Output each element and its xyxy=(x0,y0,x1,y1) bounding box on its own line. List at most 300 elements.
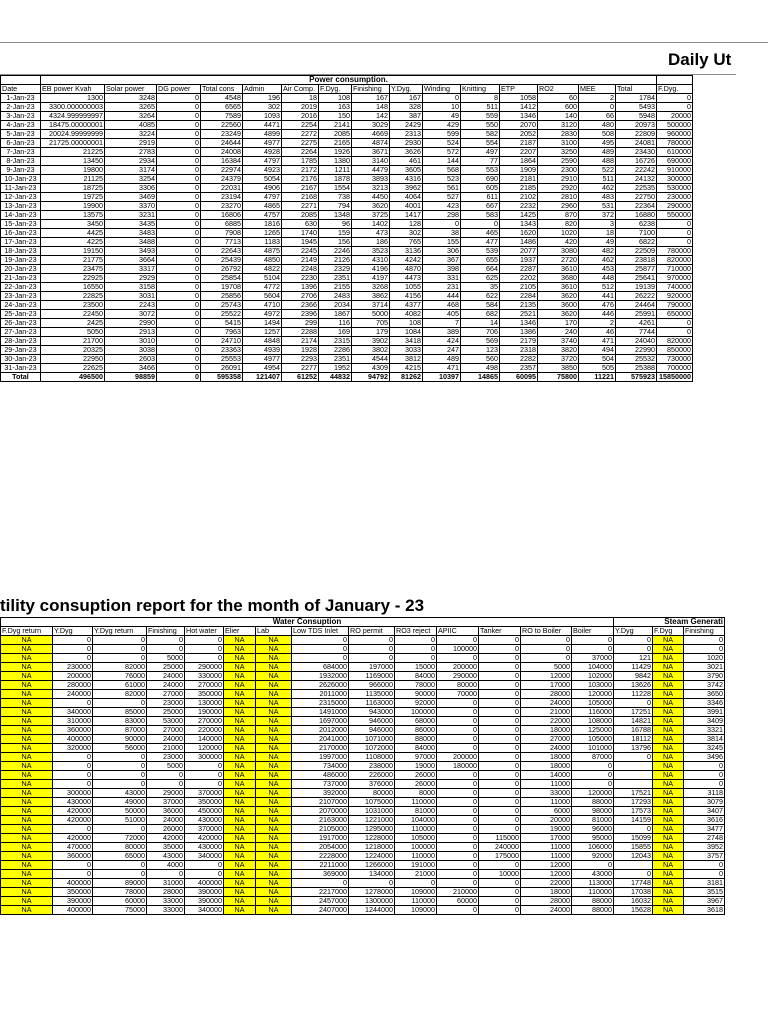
table-cell: NA xyxy=(1,798,53,807)
table-row xyxy=(1,699,725,708)
table-cell: NA xyxy=(653,816,684,825)
table-row xyxy=(1,337,693,346)
table-cell: 35 xyxy=(461,283,500,292)
table-cell: 2019 xyxy=(282,103,319,112)
table-cell: 37000 xyxy=(572,654,614,663)
table-cell: 197000 xyxy=(349,663,395,672)
table-cell: 2185 xyxy=(500,184,538,193)
table-cell: 0 xyxy=(157,283,201,292)
table-cell: 9842 xyxy=(614,672,653,681)
table-cell: NA xyxy=(256,636,292,645)
table-cell: NA xyxy=(224,897,256,906)
table-cell: 4215 xyxy=(390,364,423,373)
table-cell: 0 xyxy=(479,771,521,780)
table-cell: 121 xyxy=(614,654,653,663)
table-cell: 2287 xyxy=(500,265,538,274)
table-cell: 80000 xyxy=(93,843,147,852)
table-cell: 468 xyxy=(423,301,461,310)
table-cell: 142 xyxy=(352,112,390,121)
table-cell: 95000 xyxy=(572,834,614,843)
table-cell: 2052 xyxy=(500,130,538,139)
table-cell: 655 xyxy=(461,256,500,265)
table-cell: 3862 xyxy=(352,292,390,301)
table-cell: 0 xyxy=(185,771,224,780)
table-cell: Total xyxy=(1,373,41,382)
table-cell: 28000 xyxy=(521,690,572,699)
table-cell: NA xyxy=(1,816,53,825)
table-cell: 920000 xyxy=(657,292,693,301)
table-cell: 14865 xyxy=(461,373,500,382)
table-cell: 1380 xyxy=(319,157,352,166)
table-cell: 25743 xyxy=(201,301,243,310)
table-cell: 2211000 xyxy=(292,861,349,870)
table-cell: 1072000 xyxy=(349,744,395,753)
table-cell: 0 xyxy=(479,654,521,663)
table-cell: 5054 xyxy=(243,175,282,184)
table-cell: 2783 xyxy=(105,148,157,157)
table-cell: 738 xyxy=(319,193,352,202)
table-cell: 0 xyxy=(157,373,201,382)
table-cell: 18 xyxy=(579,229,616,238)
table-cell: 24000 xyxy=(147,816,185,825)
table-cell: 18000 xyxy=(521,888,572,897)
table-cell: 26222 xyxy=(616,292,657,301)
table-cell: 2077 xyxy=(500,247,538,256)
table-cell: 21700 xyxy=(41,337,105,346)
table-cell: 486000 xyxy=(292,771,349,780)
table-cell: NA xyxy=(1,807,53,816)
table-row xyxy=(1,717,725,726)
table-cell: 61252 xyxy=(282,373,319,382)
table-cell: 0 xyxy=(479,690,521,699)
table-cell: 0 xyxy=(157,139,201,148)
table-cell: 17748 xyxy=(614,879,653,888)
table-cell: 120000 xyxy=(572,789,614,798)
table-cell: 26000 xyxy=(147,825,185,834)
table-cell xyxy=(614,861,653,870)
table-cell: 4972 xyxy=(243,310,282,319)
table-cell: 22750 xyxy=(616,193,657,202)
table-cell: 38 xyxy=(423,229,461,238)
table-cell: 116 xyxy=(319,319,352,328)
table-cell: 730000 xyxy=(657,355,693,364)
table-cell: 175000 xyxy=(479,852,521,861)
column-header: Solar power xyxy=(105,85,157,94)
table-cell: 24000 xyxy=(147,735,185,744)
table-cell: 3477 xyxy=(684,825,725,834)
table-cell: 290000 xyxy=(185,663,224,672)
table-cell: 0 xyxy=(479,726,521,735)
table-cell: 0 xyxy=(479,807,521,816)
table-cell: 1926 xyxy=(319,148,352,157)
table-cell: 2603 xyxy=(105,355,157,364)
table-cell: 1343 xyxy=(500,220,538,229)
table-row xyxy=(1,184,693,193)
report-title-bottom: tility consuption report for the month of January - 23 xyxy=(0,596,425,615)
table-cell: 0 xyxy=(157,346,201,355)
table-cell: 21725.00000001 xyxy=(41,139,105,148)
table-cell: 740000 xyxy=(657,283,693,292)
table-cell: 3231 xyxy=(105,211,157,220)
table-cell: 328 xyxy=(390,103,423,112)
table-cell: 0 xyxy=(437,789,479,798)
table-cell: 372 xyxy=(579,211,616,220)
table-cell: 20-Jan-23 xyxy=(1,265,41,274)
table-cell: 3820 xyxy=(538,346,579,355)
table-cell: 109000 xyxy=(395,888,437,897)
table-cell: NA xyxy=(1,645,53,654)
table-cell: 3620 xyxy=(538,292,579,301)
table-cell: 24000 xyxy=(147,681,185,690)
table-cell: NA xyxy=(256,663,292,672)
table-cell: 0 xyxy=(479,888,521,897)
table-cell: 4450 xyxy=(352,193,390,202)
table-cell: 190000 xyxy=(185,708,224,717)
table-cell: 22242 xyxy=(616,166,657,175)
table-cell: 1867 xyxy=(319,310,352,319)
table-cell: NA xyxy=(1,843,53,852)
table-cell: 90000 xyxy=(93,735,147,744)
column-header: MEE xyxy=(579,85,616,94)
table-cell: 24000 xyxy=(147,672,185,681)
table-cell: 159 xyxy=(319,229,352,238)
table-cell: 3488 xyxy=(105,238,157,247)
table-cell: NA xyxy=(224,762,256,771)
table-row xyxy=(1,355,693,364)
table-cell: 22509 xyxy=(616,247,657,256)
table-cell: 86000 xyxy=(395,726,437,735)
table-cell: 2396 xyxy=(282,310,319,319)
table-cell: 3740 xyxy=(538,337,579,346)
table-cell: 167 xyxy=(352,94,390,103)
table-cell: NA xyxy=(224,681,256,690)
table-cell: 2141 xyxy=(319,121,352,130)
table-cell: 167 xyxy=(390,94,423,103)
table-cell: 0 xyxy=(157,121,201,130)
table-cell: 0 xyxy=(349,636,395,645)
table-cell: 0 xyxy=(572,861,614,870)
table-cell: 3523 xyxy=(352,247,390,256)
water-consumption-table xyxy=(0,617,725,915)
table-cell: 2357 xyxy=(500,364,538,373)
table-cell: 1554 xyxy=(319,184,352,193)
table-row xyxy=(1,780,725,789)
table-cell: 820000 xyxy=(657,256,693,265)
table-row xyxy=(1,373,693,382)
table-cell: NA xyxy=(224,888,256,897)
table-cell: 0 xyxy=(53,780,93,789)
table-cell: 16-Jan-23 xyxy=(1,229,41,238)
table-cell: 98859 xyxy=(105,373,157,382)
table-cell xyxy=(614,780,653,789)
table-cell: NA xyxy=(1,888,53,897)
table-cell: 3136 xyxy=(390,247,423,256)
table-cell: 144 xyxy=(423,157,461,166)
table-cell: 2930 xyxy=(390,139,423,148)
table-cell: 2590 xyxy=(538,157,579,166)
table-cell: 3033 xyxy=(390,346,423,355)
table-cell: 0 xyxy=(572,762,614,771)
table-cell: 850000 xyxy=(657,346,693,355)
table-cell: 21000 xyxy=(395,870,437,879)
table-cell: 496500 xyxy=(41,373,105,382)
table-cell: 2243 xyxy=(105,301,157,310)
table-cell: 0 xyxy=(437,636,479,645)
table-cell: 13796 xyxy=(614,744,653,753)
table-cell: NA xyxy=(653,888,684,897)
table-cell: 21225 xyxy=(41,148,105,157)
table-cell: 19150 xyxy=(41,247,105,256)
table-row xyxy=(1,735,725,744)
table-cell: 0 xyxy=(157,328,201,337)
table-cell: 3-Jan-23 xyxy=(1,112,41,121)
table-cell: 2626000 xyxy=(292,681,349,690)
table-cell: 1020 xyxy=(538,229,579,238)
table-cell: 2351 xyxy=(319,274,352,283)
table-cell: 15855 xyxy=(614,843,653,852)
table-cell: 3757 xyxy=(684,852,725,861)
table-cell: 1937 xyxy=(500,256,538,265)
table-cell: NA xyxy=(653,645,684,654)
table-cell: 2041000 xyxy=(292,735,349,744)
table-cell: 81000 xyxy=(395,807,437,816)
table-cell: 4870 xyxy=(390,265,423,274)
table-cell: 11221 xyxy=(579,373,616,382)
table-cell: 22535 xyxy=(616,184,657,193)
table-cell: 240 xyxy=(538,328,579,337)
table-cell: 3174 xyxy=(105,166,157,175)
table-cell: 3742 xyxy=(684,681,725,690)
table-cell: NA xyxy=(1,825,53,834)
column-header: Hot water xyxy=(185,627,224,636)
table-cell: 155 xyxy=(423,238,461,247)
table-cell: NA xyxy=(653,861,684,870)
table-cell: 0 xyxy=(157,229,201,238)
table-cell: 0 xyxy=(657,103,693,112)
table-cell: 0 xyxy=(157,94,201,103)
table-cell: 16550 xyxy=(41,283,105,292)
table-cell: 0 xyxy=(157,103,201,112)
table-cell: 1135000 xyxy=(349,690,395,699)
table-cell: 966000 xyxy=(349,681,395,690)
table-cell: 780000 xyxy=(657,139,693,148)
table-cell: 23475 xyxy=(41,265,105,274)
table-cell: 2034 xyxy=(319,301,352,310)
table-cell: 420000 xyxy=(53,834,93,843)
water-caption: Water Consuption xyxy=(1,618,614,627)
table-cell: NA xyxy=(256,735,292,744)
table-cell: 0 xyxy=(157,175,201,184)
column-header: Total cons xyxy=(201,85,243,94)
table-cell: 5000 xyxy=(147,762,185,771)
table-cell: 561 xyxy=(423,184,461,193)
table-cell: 0 xyxy=(479,645,521,654)
table-cell: 0 xyxy=(479,708,521,717)
table-cell: 0 xyxy=(479,762,521,771)
table-cell: NA xyxy=(224,753,256,762)
table-cell: NA xyxy=(653,789,684,798)
table-cell: 270000 xyxy=(185,681,224,690)
table-cell: 6885 xyxy=(201,220,243,229)
table-cell: 3626 xyxy=(390,148,423,157)
table-cell: NA xyxy=(224,636,256,645)
table-cell: NA xyxy=(653,699,684,708)
table-cell: 470000 xyxy=(53,843,93,852)
table-cell: 43000 xyxy=(572,870,614,879)
table-cell: 21775 xyxy=(41,256,105,265)
table-cell: 0 xyxy=(292,636,349,645)
table-cell: 121407 xyxy=(243,373,282,382)
table-cell: 1346 xyxy=(500,319,538,328)
table-cell: 89000 xyxy=(93,879,147,888)
table-cell: 25553 xyxy=(201,355,243,364)
table-cell: 575923 xyxy=(616,373,657,382)
table-cell: 2264 xyxy=(282,148,319,157)
table-cell: 3515 xyxy=(684,888,725,897)
table-row xyxy=(1,888,725,897)
table-cell: 200000 xyxy=(437,663,479,672)
table-cell: 17000 xyxy=(521,681,572,690)
table-cell: 1221000 xyxy=(349,816,395,825)
table-cell: 4225 xyxy=(41,238,105,247)
table-cell: 512 xyxy=(579,283,616,292)
table-cell: 25856 xyxy=(201,292,243,301)
table-cell: 28000 xyxy=(521,897,572,906)
table-cell: 3790 xyxy=(684,672,725,681)
table-cell: NA xyxy=(653,879,684,888)
table-cell: 0 xyxy=(93,699,147,708)
table-cell: 116000 xyxy=(572,708,614,717)
table-cell: 53000 xyxy=(147,717,185,726)
table-cell: 0 xyxy=(572,780,614,789)
table-cell: 100000 xyxy=(395,708,437,717)
table-cell: 600 xyxy=(538,103,579,112)
table-cell: 22364 xyxy=(616,202,657,211)
table-cell: 5000 xyxy=(521,663,572,672)
table-cell: 11228 xyxy=(614,690,653,699)
table-cell: 0 xyxy=(521,645,572,654)
table-row xyxy=(1,690,725,699)
column-header: RO3 reject xyxy=(395,627,437,636)
table-cell: 128 xyxy=(390,220,423,229)
table-cell: 7589 xyxy=(201,112,243,121)
table-cell: 9-Jan-23 xyxy=(1,166,41,175)
column-header: DG power xyxy=(157,85,201,94)
table-cell: 0 xyxy=(157,310,201,319)
table-cell: 369000 xyxy=(292,870,349,879)
table-cell: 24464 xyxy=(616,301,657,310)
table-cell: 1816 xyxy=(243,220,282,229)
table-cell: 1864 xyxy=(500,157,538,166)
table-cell: 572 xyxy=(423,148,461,157)
table-cell: 65000 xyxy=(93,852,147,861)
table-cell: 622 xyxy=(461,292,500,301)
table-cell: NA xyxy=(224,699,256,708)
table-cell: 390000 xyxy=(185,897,224,906)
table-cell: 389 xyxy=(423,328,461,337)
table-cell: 650000 xyxy=(657,310,693,319)
table-cell: 584 xyxy=(461,301,500,310)
table-row xyxy=(1,852,725,861)
table-cell: 1278000 xyxy=(349,888,395,897)
table-cell: 4197 xyxy=(352,274,390,283)
table-cell: 3962 xyxy=(390,184,423,193)
power-consumption-table xyxy=(0,75,693,382)
table-cell: 3248 xyxy=(105,94,157,103)
table-cell: 1084 xyxy=(390,328,423,337)
table-cell: 186 xyxy=(352,238,390,247)
table-cell: 2163000 xyxy=(292,816,349,825)
table-cell: 0 xyxy=(684,780,725,789)
table-cell: 2920 xyxy=(538,184,579,193)
table-row xyxy=(1,879,725,888)
table-cell: 247 xyxy=(423,346,461,355)
table-cell: 75000 xyxy=(93,906,147,915)
table-cell: 22643 xyxy=(201,247,243,256)
table-cell: 238000 xyxy=(349,762,395,771)
table-cell: 0 xyxy=(657,94,693,103)
table-cell: 4324.999999997 xyxy=(41,112,105,121)
table-cell: 1020 xyxy=(684,654,725,663)
table-cell: 170 xyxy=(538,319,579,328)
table-cell: 25000 xyxy=(147,663,185,672)
table-cell: 19800 xyxy=(41,166,105,175)
table-row xyxy=(1,166,693,175)
table-cell: 0 xyxy=(185,654,224,663)
table-cell: NA xyxy=(653,906,684,915)
table-cell: 3 xyxy=(579,220,616,229)
table-cell: 1697000 xyxy=(292,717,349,726)
table-cell: 4797 xyxy=(243,157,282,166)
table-cell: 3450 xyxy=(41,220,105,229)
table-cell: 1108000 xyxy=(349,753,395,762)
table-cell: NA xyxy=(256,834,292,843)
table-cell: NA xyxy=(256,690,292,699)
table-cell: 0 xyxy=(157,220,201,229)
table-cell: 35000 xyxy=(147,843,185,852)
table-cell: 3321 xyxy=(684,726,725,735)
table-row xyxy=(1,265,693,274)
table-cell: 17573 xyxy=(614,807,653,816)
table-cell xyxy=(614,771,653,780)
table-cell: 90000 xyxy=(395,690,437,699)
table-cell: 531 xyxy=(579,202,616,211)
table-cell: 0 xyxy=(684,645,725,654)
table-cell: 150 xyxy=(319,112,352,121)
table-cell: 4875 xyxy=(243,247,282,256)
table-cell: 3254 xyxy=(105,175,157,184)
table-cell: 2167 xyxy=(282,184,319,193)
table-cell: 522 xyxy=(579,166,616,175)
table-cell: 220000 xyxy=(185,726,224,735)
table-cell: 231 xyxy=(423,283,461,292)
table-cell: 3802 xyxy=(352,346,390,355)
table-cell: 3493 xyxy=(105,247,157,256)
table-cell: 4928 xyxy=(243,148,282,157)
table-cell: 3814 xyxy=(684,735,725,744)
table-cell: 3021 xyxy=(684,663,725,672)
table-cell: 1346 xyxy=(500,112,538,121)
table-cell: 1348 xyxy=(319,211,352,220)
table-cell: 0 xyxy=(395,654,437,663)
table-cell: 30-Jan-23 xyxy=(1,355,41,364)
table-cell: NA xyxy=(1,897,53,906)
table-cell: 1386 xyxy=(500,328,538,337)
table-cell: 16726 xyxy=(616,157,657,166)
table-cell: 1417 xyxy=(390,211,423,220)
table-cell: 81000 xyxy=(572,816,614,825)
table-cell: NA xyxy=(653,681,684,690)
